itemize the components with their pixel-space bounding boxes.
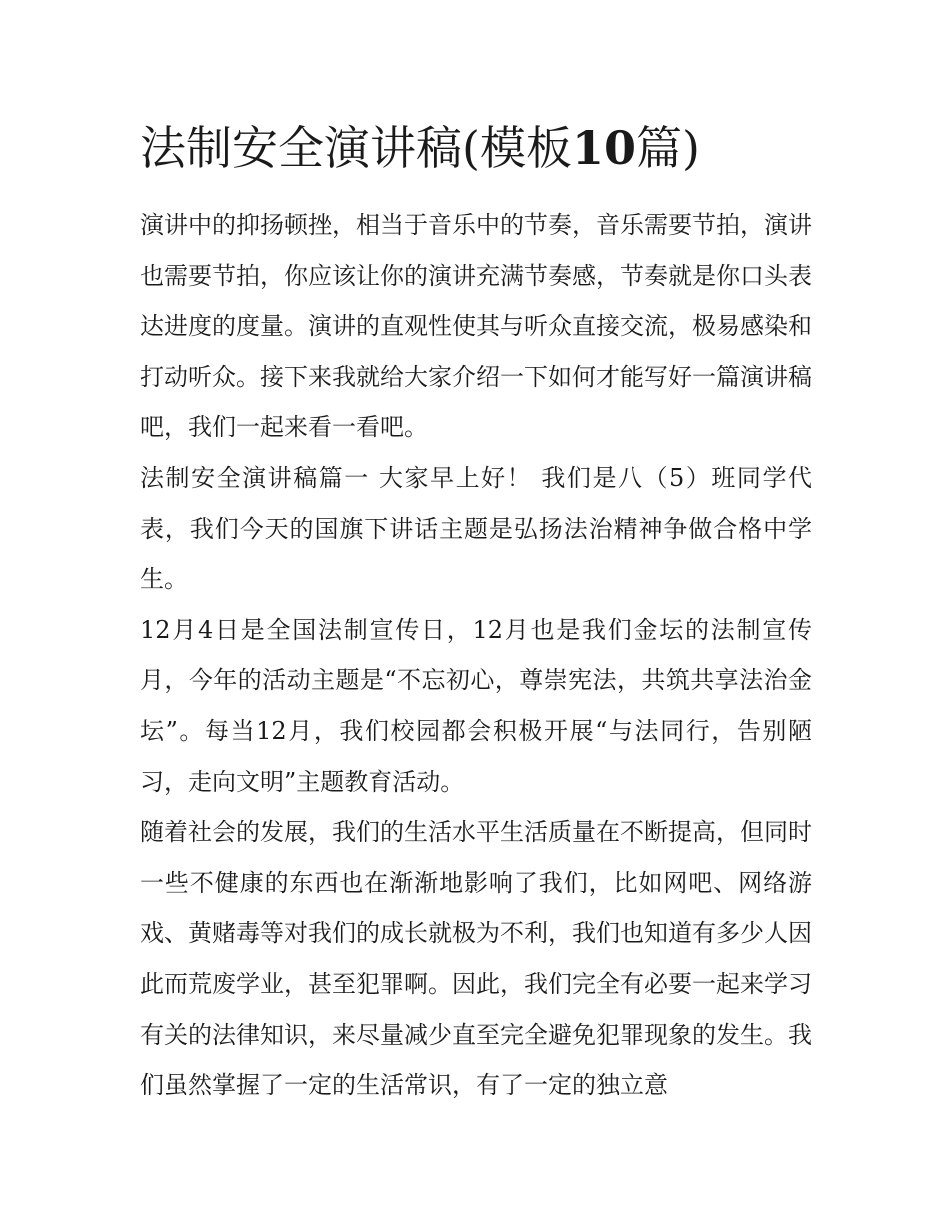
title-number: 10 — [571, 121, 636, 175]
paragraph-intro: 演讲中的抑扬顿挫，相当于音乐中的节奏，音乐需要节拍，演讲也需要节拍，你应该让你的演讲充满节奏感，节奏就是你口头表达进度的度量。演讲的直观性使其与听众直接交流，极易感染和打动听众。接下来我就给大家介绍一下如何才能写好一篇演讲稿吧，我们一起来看一看吧。 — [140, 211, 812, 442]
paragraph-legal-publicity-day: 12月4日是全国法制宣传日，12月也是我们金坛的法制宣传月，今年的活动主题是“不忘初心，尊崇宪法，共筑共享法治金坛”。每当12月，我们校园都会积极开展“与法同行，告别陋习，走向文明”主题教育活动。 — [140, 615, 812, 796]
document-title — [140, 118, 840, 178]
paragraph-social-development: 随着社会的发展，我们的生活水平生活质量在不断提高，但同时一些不健康的东西也在渐渐地影响了我们，比如网吧、网络游戏、黄赌毒等对我们的成长就极为不利，我们也知道有多少人因此而荒废学业，甚至犯罪啊。因此，我们完全有必要一起来学习有关的法律知识，来尽量减少直至完全避免犯罪现象的发生。我们虽然掌握了一定的生活常识，有了一定的独立意 — [140, 818, 812, 1100]
paragraph-speech-one-opening: 法制安全演讲稿篇一 大家早上好！ 我们是八（5）班同学代表，我们今天的国旗下讲话主题是弘扬法治精神争做合格中学生。 — [140, 463, 812, 594]
title-prefix: 法制安全演讲稿(模板 — [140, 121, 572, 175]
document-body — [140, 200, 812, 1111]
title-suffix: 篇) — [635, 121, 700, 175]
